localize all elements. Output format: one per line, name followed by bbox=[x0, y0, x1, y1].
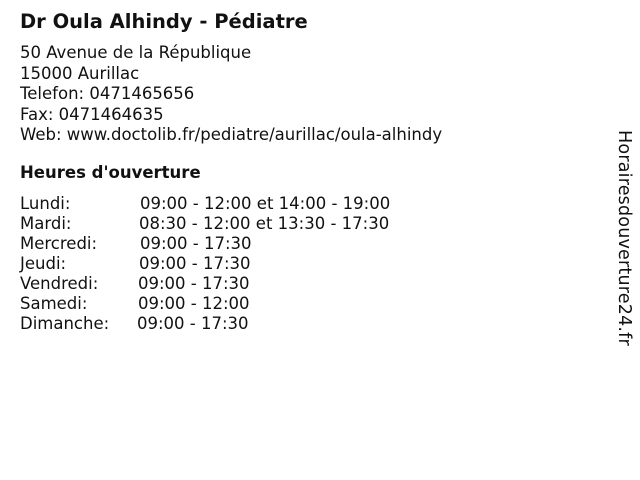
day-label: Vendredi: bbox=[20, 274, 99, 293]
time-range: 09:00 - 12:00 bbox=[138, 294, 250, 313]
time-range: 08:30 - 12:00 et 13:30 - 17:30 bbox=[139, 214, 390, 233]
day-label: Lundi: bbox=[20, 194, 71, 213]
city: 15000 Aurillac bbox=[20, 63, 140, 83]
page-title: Dr Oula Alhindy - Pédiatre bbox=[20, 10, 308, 33]
site-watermark: Horairesdouverture24.fr bbox=[614, 130, 634, 346]
day-label: Mercredi: bbox=[20, 234, 98, 253]
opening-hours-heading: Heures d'ouverture bbox=[20, 163, 201, 182]
day-label: Jeudi: bbox=[20, 254, 67, 273]
day-label: Samedi: bbox=[20, 294, 88, 313]
fax-number: Fax: 0471464635 bbox=[20, 104, 164, 124]
time-range: 09:00 - 17:30 bbox=[138, 274, 250, 293]
time-range: 09:00 - 17:30 bbox=[139, 254, 251, 273]
address-block bbox=[20, 43, 442, 146]
day-label: Mardi: bbox=[20, 214, 72, 233]
time-range: 09:00 - 17:30 bbox=[137, 314, 249, 333]
time-range: 09:00 - 17:30 bbox=[140, 234, 252, 253]
day-label: Dimanche: bbox=[20, 314, 110, 333]
website-link[interactable]: Web: www.doctolib.fr/pediatre/aurillac/oula-alhindy bbox=[20, 125, 443, 144]
time-range: 09:00 - 12:00 et 14:00 - 19:00 bbox=[140, 194, 391, 213]
phone-number[interactable]: Telefon: 0471465656 bbox=[20, 84, 195, 103]
street-address: 50 Avenue de la République bbox=[20, 43, 252, 62]
